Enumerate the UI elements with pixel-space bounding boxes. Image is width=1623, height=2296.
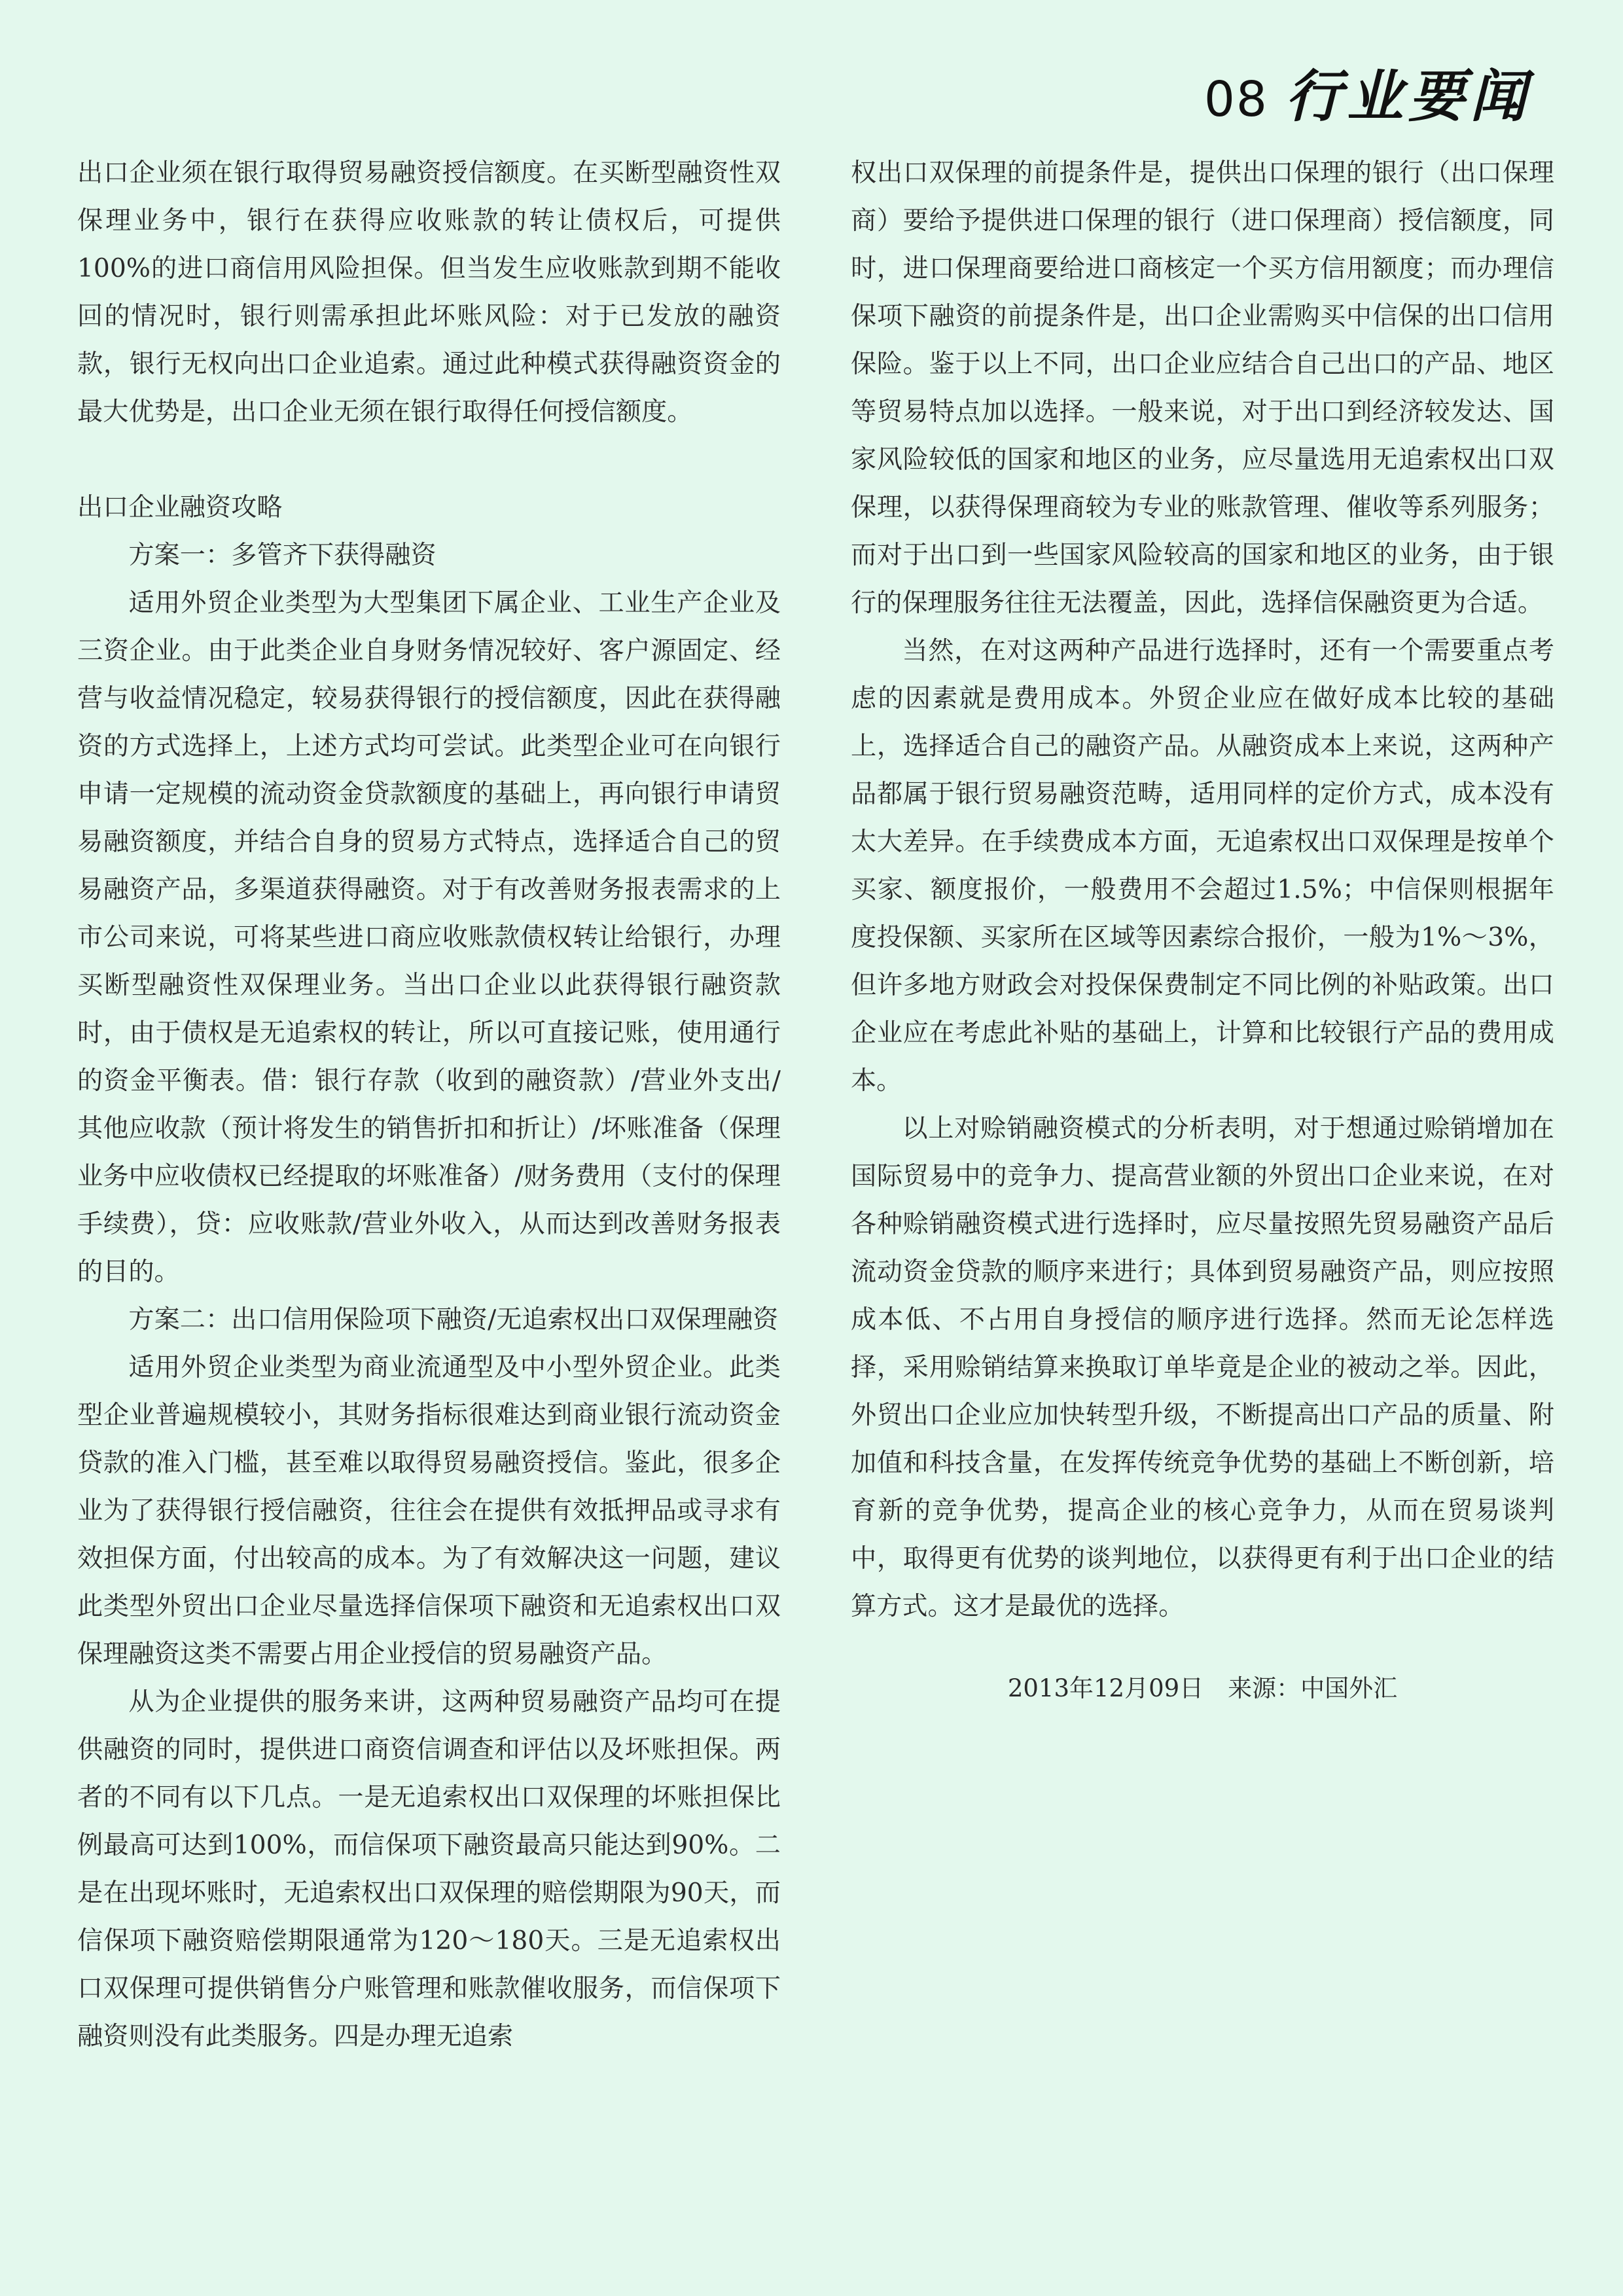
page-number: 08 [1204, 71, 1268, 128]
paragraph-continued: 权出口双保理的前提条件是，提供出口保理的银行（出口保理商）要给予提供进口保理的银行（进口保理商）授信额度，同时，进口保理商要给进口商核定一个买方信用额度；而办理信保项下融资的前提条件是，出口企业需购买中信保的出口信用保险。鉴于以上不同，出口企业应结合自己出口的产品、地区等贸易特点加以选择。一般来说，对于出口到经济较发达、国家风险较低的国家和地区的业务，应尽量选用无追索权出口双保理，以获得保理商较为专业的账款管理、催收等系列服务；而对于出口到一些国家风险较高的国家和地区的业务，由于银行的保理服务往往无法覆盖，因此，选择信保融资更为合适。 [851, 158, 1554, 618]
service-paragraph: 从为企业提供的服务来讲，这两种贸易融资产品均可在提供融资的同时，提供进口商资信调查和评估以及坏账担保。两者的不同有以下几点。一是无追索权出口双保理的坏账担保比例最高可达到100%，而信保项下融资最高只能达到90%。二是在出现坏账时，无追索权出口双保理的赔偿期限为90天，而信保项下融资赔偿期限通常为120～180天。三是无追索权出口双保理可提供销售分户账管理和账款催收服务，而信保项下融资则没有此类服务。四是办理无追索 [77, 1687, 781, 2051]
strategy-heading: 出口企业融资攻略 [77, 493, 283, 522]
plan1-heading: 方案一：多管齐下获得融资 [128, 541, 437, 570]
page-header [1165, 51, 1531, 130]
right-column [851, 149, 1554, 1712]
plan2-body: 适用外贸企业类型为商业流通型及中小型外贸企业。此类型企业普遍规模较小，其财务指标很难达到商业银行流动资金贷款的准入门槛，甚至难以取得贸易融资授信。鉴此，很多企业为了获得银行授信融资，往往会在提供有效抵押品或寻求有效担保方面，付出较高的成本。为了有效解决这一问题，建议此类型外贸出口企业尽量选择信保项下融资和无追索权出口双保理融资这类不需要占用企业授信的贸易融资产品。 [77, 1353, 781, 1669]
plan1-body: 适用外贸企业类型为大型集团下属企业、工业生产企业及三资企业。由于此类企业自身财务情况较好、客户源固定、经营与收益情况稳定，较易获得银行的授信额度，因此在获得融资的方式选择上，上述方式均可尝试。此类型企业可在向银行申请一定规模的流动资金贷款额度的基础上，再向银行申请贸易融资额度，并结合自身的贸易方式特点，选择适合自己的贸易融资产品，多渠道获得融资。对于有改善财务报表需求的上市公司来说，可将某些进口商应收账款债权转让给银行，办理买断型融资性双保理业务。当出口企业以此获得银行融资款时，由于债权是无追索权的转让，所以可直接记账，使用通行的资金平衡表。借：银行存款（收到的融资款）/营业外支出/其他应收款（预计将发生的销售折扣和折让）/坏账准备（保理业务中应收债权已经提取的坏账准备）/财务费用（支付的保理手续费），贷：应收账款/营业外收入，从而达到改善财务报表的目的。 [77, 588, 781, 1287]
spacer [77, 436, 781, 484]
conclusion-paragraph: 以上对赊销融资模式的分析表明，对于想通过赊销增加在国际贸易中的竞争力、提高营业额的外贸出口企业来说，在对各种赊销融资模式进行选择时，应尽量按照先贸易融资产品后流动资金贷款的顺序来进行；具体到贸易融资产品，则应按照成本低、不占用自身授信的顺序进行选择。然而无论怎样选择，采用赊销结算来换取订单毕竟是企业的被动之举。因此，外贸出口企业应加快转型升级，不断提高出口产品的质量、附加值和科技含量，在发挥传统竞争优势的基础上不断创新，培育新的竞争优势，提高企业的核心竞争力，从而在贸易谈判中，取得更有优势的谈判地位，以获得更有利于出口企业的结算方式。这才是最优的选择。 [851, 1114, 1554, 1621]
paragraph-continuation: 出口企业须在银行取得贸易融资授信额度。在买断型融资性双保理业务中，银行在获得应收账款的转让债权后，可提供100%的进口商信用风险担保。但当发生应收账款到期不能收回的情况时，银行则需承担此坏账风险：对于已发放的融资款，银行无权向出口企业追索。通过此种模式获得融资资金的最大优势是，出口企业无须在银行取得任何授信额度。 [77, 158, 781, 427]
spacer [851, 1630, 1554, 1664]
left-column [77, 149, 781, 2060]
cost-paragraph: 当然，在对这两种产品进行选择时，还有一个需要重点考虑的因素就是费用成本。外贸企业应在做好成本比较的基础上，选择适合自己的融资产品。从融资成本上来说，这两种产品都属于银行贸易融资范畴，适用同样的定价方式，成本没有太大差异。在手续费成本方面，无追索权出口双保理是按单个买家、额度报价，一般费用不会超过1.5%；中信保则根据年度投保额、买家所在区域等因素综合报价，一般为1%～3%，但许多地方财政会对投保保费制定不同比例的补贴政策。出口企业应在考虑此补贴的基础上，计算和比较银行产品的费用成本。 [851, 636, 1554, 1096]
plan2-heading: 方案二：出口信用保险项下融资/无追索权出口双保理融资 [128, 1305, 779, 1335]
section-title: 行业要闻 [1285, 64, 1531, 130]
dateline-source: 2013年12月09日 来源：中国外汇 [1007, 1674, 1398, 1702]
